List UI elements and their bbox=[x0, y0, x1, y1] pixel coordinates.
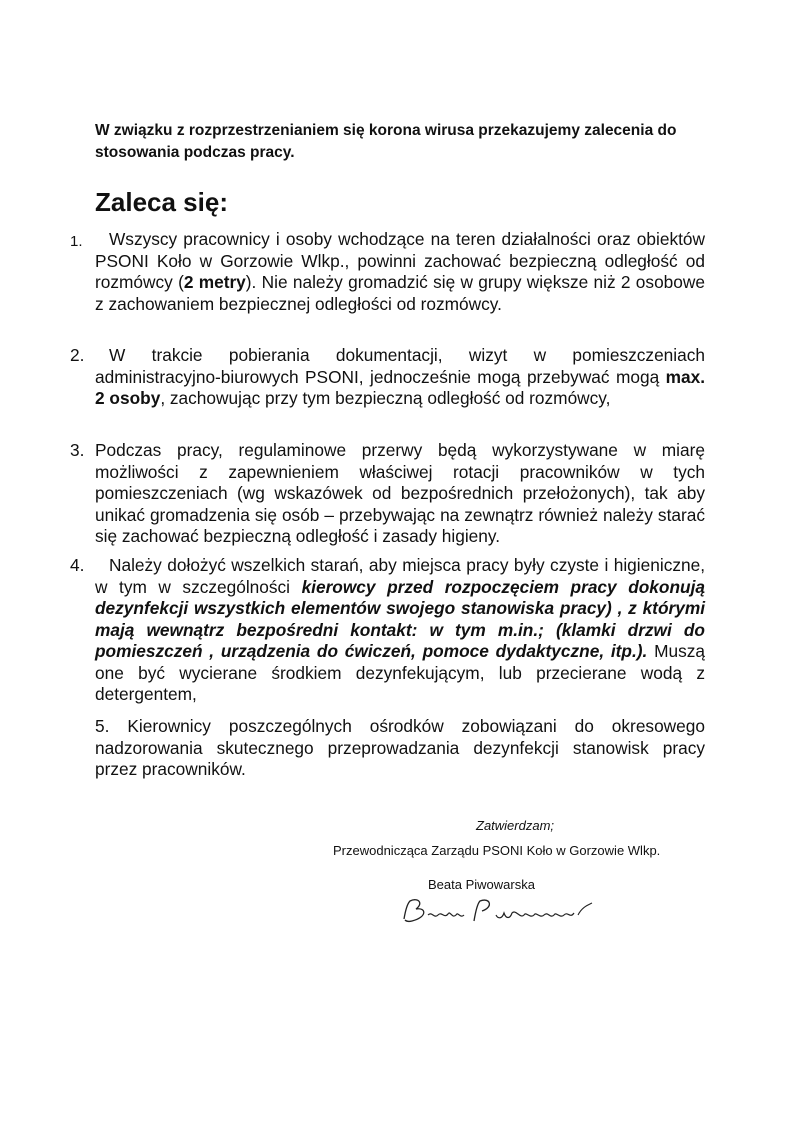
item-2-number: 2. bbox=[70, 345, 85, 365]
item-4-number: 4. bbox=[70, 555, 85, 575]
item-5-number: 5. bbox=[95, 716, 110, 736]
chair-title: Przewodnicząca Zarządu PSONI Koło w Gorzowie Wlkp. bbox=[333, 843, 661, 858]
item-2-bold: max. 2 osoby bbox=[95, 366, 705, 408]
intro-line-1: W związku z rozprzestrzenianiem się korona wirusa przekazujemy zalecenia do bbox=[95, 122, 677, 139]
intro-line-2: stosowania podczas pracy. bbox=[95, 144, 295, 161]
item-2-text-after: , zachowując przy tym bezpieczną odległość od rozmówcy, bbox=[160, 388, 611, 408]
list-item-1 bbox=[95, 229, 705, 315]
item-4-bold-italic: kierowcy przed rozpoczęciem pracy dokonują dezynfekcji wszystkich elementów swojego stanowiska pracy) , z którymi mają wewnątrz bezpośredni kontakt: w tym m.in.; (klamki drzwi do pomieszczeń , urządzenia do ćwiczeń, pomoce dydaktyczne, itp.). bbox=[95, 576, 705, 661]
approval-label: Zatwierdzam; bbox=[476, 818, 555, 833]
item-3-text: Podczas pracy, regulaminowe przerwy będą wykorzystywane w miarę możliwości z zapewnieniem właściwej rotacji pracowników w tych pomieszczeniach (wg wskazówek od bezpośrednich przełożonych), tak aby unikać gromadzenia się osób – przebywając na zewnątrz również należy starać się zachować bezpieczną odległość i zasady higieny. bbox=[95, 440, 705, 546]
intro-paragraph bbox=[95, 120, 725, 164]
item-1-text: Wszyscy pracownicy i osoby wchodzące na teren działalności oraz obiektów PSONI Koło w Gorzowie Wlkp., powinni zachować bezpieczną odległość od rozmówcy ( bbox=[95, 229, 705, 292]
item-4-text-after: Muszą one być wycierane środkiem dezynfekującym, lub przecierane wodą z detergentem, bbox=[95, 641, 705, 704]
list-item-3 bbox=[95, 440, 705, 548]
handwritten-signature bbox=[398, 893, 598, 929]
item-1-bold: 2 metry bbox=[183, 272, 246, 292]
item-1-number: 1. bbox=[70, 233, 83, 250]
signatory-name: Beata Piwowarska bbox=[428, 877, 535, 892]
list-item-5 bbox=[95, 716, 705, 781]
item-3-number: 3. bbox=[70, 440, 85, 460]
item-1-text-after: ). Nie należy gromadzić się w grupy większe niż 2 osobowe z zachowaniem bezpiecznej odległości od rozmówcy. bbox=[95, 272, 705, 314]
page-heading: Zaleca się: bbox=[95, 187, 228, 217]
item-4-text: Należy dołożyć wszelkich starań, aby miejsca pracy były czyste i higieniczne, w tym w szczególności bbox=[95, 555, 705, 597]
list-item-2 bbox=[95, 345, 705, 410]
item-5-text: Kierownicy poszczególnych ośrodków zobowiązani do okresowego nadzorowania skutecznego przeprowadzania dezynfekcji stanowisk pracy przez pracowników. bbox=[95, 716, 705, 779]
list-item-4 bbox=[95, 555, 705, 706]
item-2-text: W trakcie pobierania dokumentacji, wizyt w pomieszczeniach administracyjno-biurowych PSONI, jednocześnie mogą przebywać mogą bbox=[95, 345, 705, 387]
